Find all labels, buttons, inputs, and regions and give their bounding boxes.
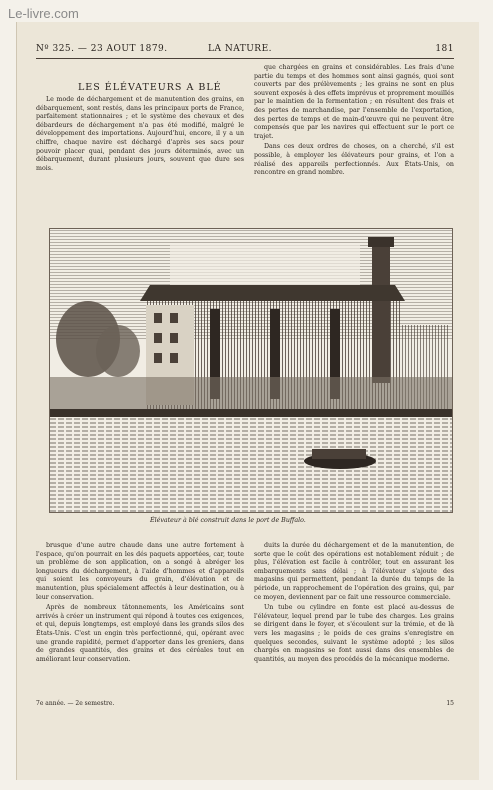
journal-name: LA NATURE. [208,44,273,54]
text-column-4 [254,542,454,666]
text-column-3 [36,542,244,666]
paragraph: Le mode de déchargement et de manutention des grains, en débarquement, sont restés, dans les principaux ports de France, parfaitement stationnaires ; et le système des chevaux et des débardeurs de déchargement n'a pas été modifié, malgré le développement des importations. Aujourd'hui, encore, il y a un chiffre, chaque navire est déchargé d'après ses sacs pour pouvoir placer quai, pendant des jours déterminés, avec un débarquement, durant plusieurs jours, souvent que dure ses mois. [36,96,244,172]
paragraph: Après de nombreux tâtonnements, les Américains sont arrivés à créer un instrument qui répond à toutes ces exigences, et qui, depuis longtemps, est employé dans les grands silos des États-Unis. C'est un engin très perfectionné, qui, opérant avec une grande rapidité, permet d'apporter dans les greniers, dans de grandes quantités, des grains et des céréales tout en améliorant leur conservation. [36,604,244,663]
paragraph: Un tube ou cylindre en fonte est placé au-dessus de l'élévateur, lequel prend par le tube des charges. Les grains se dirigent dans le foyer, et s'écoulent sur la trémie, et de là vers les magasins ; le poids de ces grains s'enregistre en quelques secondes, suivant le système adopté ; les silos chargés en magasins se font aussi dans des ensembles de quantités, au moyen des procédés de la mécanique moderne. [254,604,454,663]
issue-number: Nº 325. — 23 AOUT 1879. [36,44,168,54]
grain-elevator-engraving [50,229,452,512]
text-column-2 [254,64,454,180]
text-column-1 [36,96,244,175]
signature-mark: 15 [446,700,454,707]
paragraph: que chargées en grains et considérables. Les frais d'une partie du temps et des hommes sont ainsi gagnés, quoi sont couverts par des prélèvements ; les grains ne sont en plus souvent exposés à des effets imprévus et proprement mouillés par le maintien de la fermentation ; en résultent des frais et des pertes de marchandise, par l'ensemble de l'exportation, des pertes de temps et de main-d'œuvre qui ne peuvent être compensés que par les navires qui effectuent sur le port ce trajet. [254,64,454,140]
watermark: Le-livre.com [8,6,79,21]
paragraph: brusque d'une autre chaude dans une autre fortement à l'espace, qu'on pourrait en les dés paquets apportées, car, toute un problème de son application, on a songé à abréger les longueurs du déchargement, à l'aide d'hommes et d'appareils qui soient les convoyeurs du grain, d'élévation et de manutention, plus spécialement affectés à leur destination, ou à leur conservation. [36,542,244,601]
paragraph: duits la durée du déchargement et de la manutention, de sorte que le coût des opérations est notablement réduit ; de plus, l'élévation est facile à contrôler, tout en assurant les embarquements sans délai ; à l'élévateur s'ajoute des magasins qui permettent, pendant la durée du temps de la période, un rapprochement de l'opération des grains, qui, par ce moyen, deviennent par ce fait une ressource commerciale. [254,542,454,601]
page-number: 181 [435,44,454,54]
figure-caption: Élévateur à blé construit dans le port de Buffalo. [150,517,306,524]
article-title: LES ÉLÉVATEURS A BLÉ [78,82,222,93]
paragraph: Dans ces deux ordres de choses, on a cherché, s'il est possible, à employer les élévateurs pour grains, et l'on a réalisé des appareils perfectionnés. Aux États-Unis, on rencontre en grand nombre. [254,143,454,177]
page-header [36,44,454,59]
page-footer [36,700,454,710]
volume-note: 7e année. — 2e semestre. [36,700,115,707]
engraving-illustration [49,228,453,513]
